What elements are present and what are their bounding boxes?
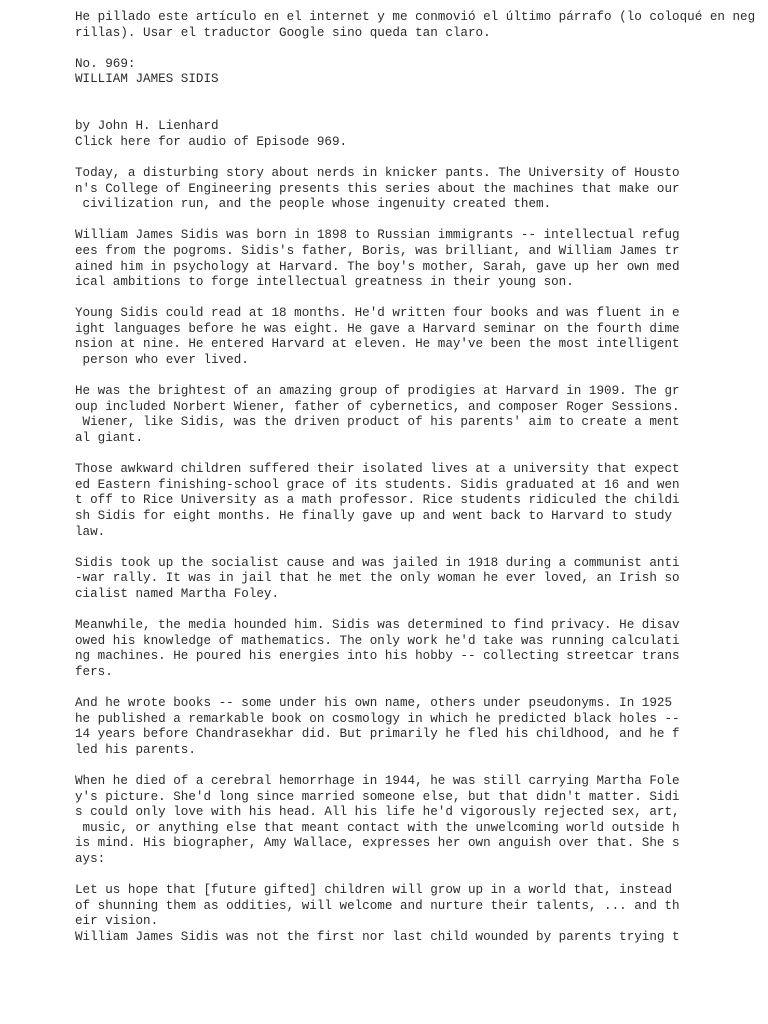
byline: by John H. Lienhard <box>75 119 219 134</box>
paragraph: Today, a disturbing story about nerds in knicker pants. The University of Housto n's College of Engineering presents this series about the machines that make our civilization run, and the people whose ingenuity created them. <box>75 165 680 212</box>
closing-paragraph: William James Sidis was not the first nor last child wounded by parents trying t <box>75 930 680 945</box>
document-body <box>75 10 765 946</box>
paragraph: Sidis took up the socialist cause and was jailed in 1918 during a communist anti -war rally. It was in jail that he met the only woman he ever loved, an Irish so cialist named Martha Foley. <box>75 555 680 601</box>
audio-link-text: Click here for audio of Episode 969. <box>75 134 348 149</box>
quote-paragraph: Let us hope that [future gifted] children will grow up in a world that, instead of shunning them as oddities, will welcome and nurture their talents, ... and th eir vision. <box>75 883 680 929</box>
article-title: WILLIAM JAMES SIDIS <box>75 72 219 87</box>
paragraph: Meanwhile, the media hounded him. Sidis was determined to find privacy. He disav owed his knowledge of mathematics. The only work he'd take was running calculati ng machines. He poured his energies into his hobby -- collecting streetcar trans fers. <box>75 618 680 679</box>
paragraph: He was the brightest of an amazing group of prodigies at Harvard in 1909. The gr oup included Norbert Wiener, father of cybernetics, and composer Roger Sessions. Wiener, like Sidis, was the driven product of his parents' aim to create a ment al giant. <box>75 384 680 446</box>
paragraph: And he wrote books -- some under his own name, others under pseudonyms. In 1925 he published a remarkable book on cosmology in which he predicted black holes -- 14 years before Chandrasekhar did. But primarily he fled his childhood, and he f led his parents. <box>75 696 680 757</box>
paragraph: When he died of a cerebral hemorrhage in 1944, he was still carrying Martha Fole y's picture. She'd long since married someone else, but that didn't matter. Sidi s could only love with his head. All his life he'd vigorously rejected sex, art, music, or anything else that meant contact with the unwelcoming world outside h is mind. His biographer, Amy Wallace, expresses her own anguish over that. She s ays: <box>75 774 680 867</box>
paragraph: Young Sidis could read at 18 months. He'd written four books and was fluent in e ight languages before he was eight. He gave a Harvard seminar on the fourth dime nsion at nine. He entered Harvard at eleven. He may've been the most intelligent person who ever lived. <box>75 306 680 368</box>
title-spacer <box>75 88 765 119</box>
paragraph: Those awkward children suffered their isolated lives at a university that expect ed Eastern finishing-school grace of its students. Sidis graduated at 16 and wen t off to Rice University as a math professor. Rice students ridiculed the childi sh Sidis for eight months. He finally gave up and went back to Harvard to study law. <box>75 462 680 539</box>
intro-note: He pillado este artículo en el internet y me conmovió el último párrafo (lo coloqué en neg rillas). Usar el traductor Google sino queda tan claro. <box>75 10 756 40</box>
paragraph: William James Sidis was born in 1898 to Russian immigrants -- intellectual refug ees from the pogroms. Sidis's father, Boris, was brilliant, and William James tr ained him in psychology at Harvard. The boy's mother, Sarah, gave up her own med ical ambitions to forge intellectual greatness in their young son. <box>75 228 680 290</box>
episode-number: No. 969: <box>75 56 136 71</box>
